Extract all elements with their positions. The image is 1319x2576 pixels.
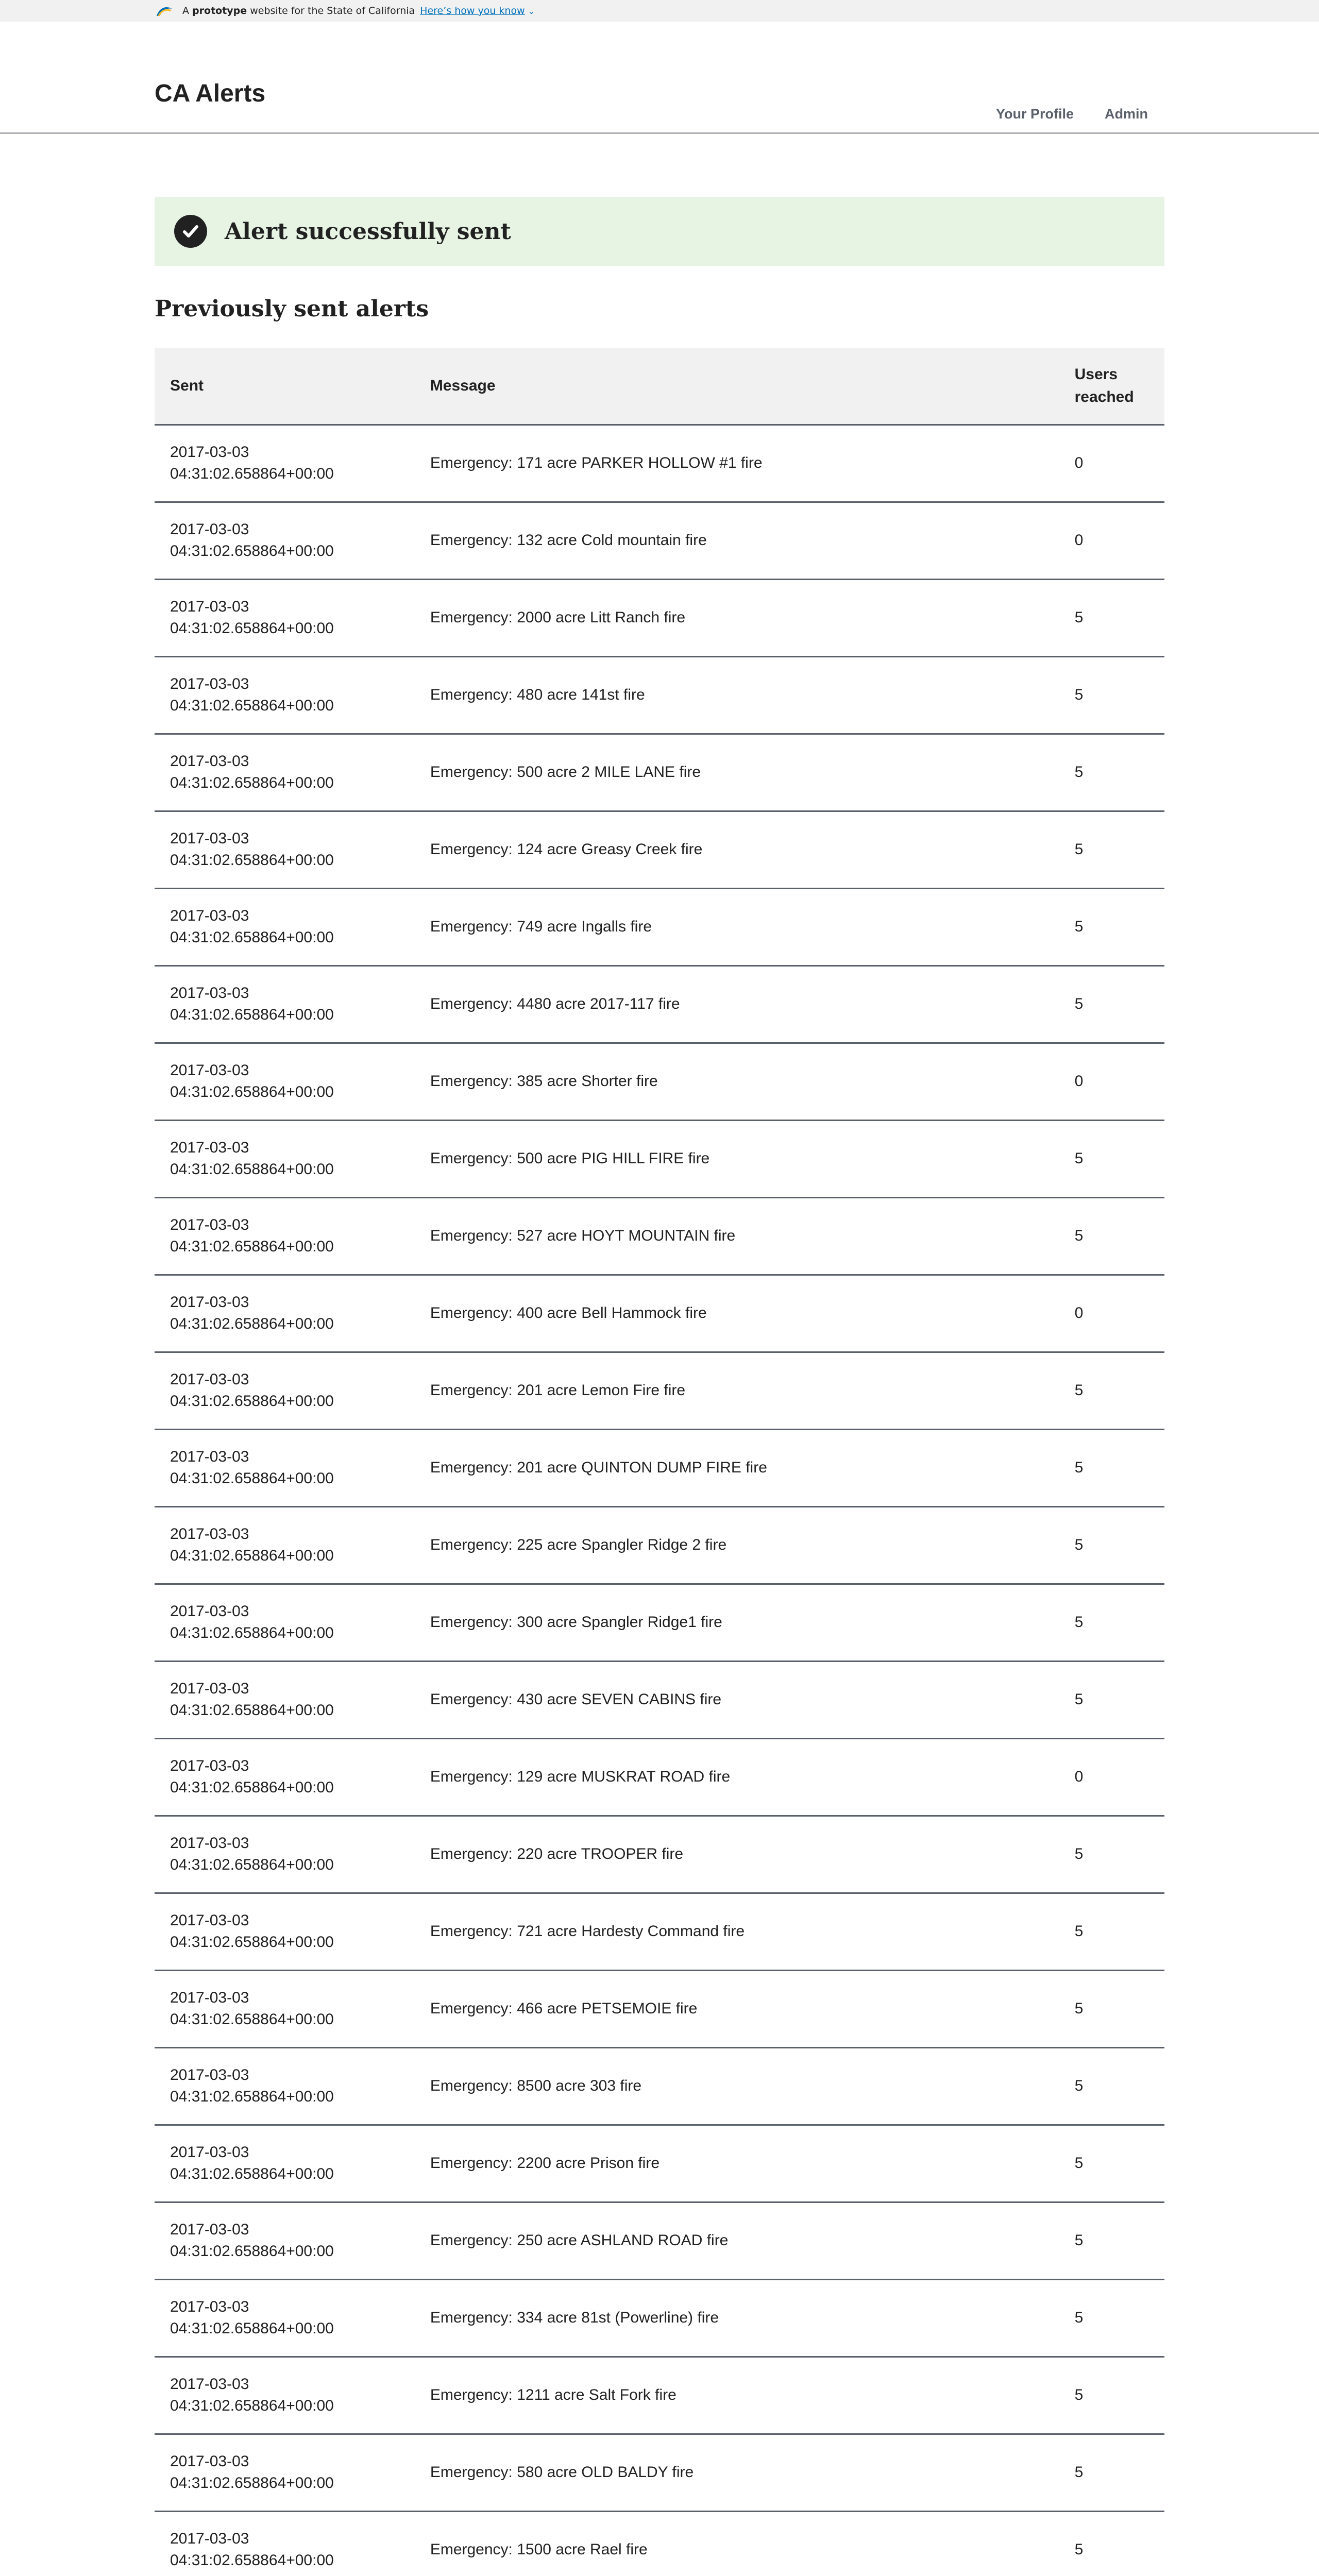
cell-message: Emergency: 430 acre SEVEN CABINS fire — [415, 1661, 1059, 1738]
table-row — [155, 888, 1164, 965]
cell-sent: 2017-03-03 04:31:02.658864+00:00 — [155, 502, 415, 579]
page-title: Previously sent alerts — [155, 296, 429, 322]
cell-sent: 2017-03-03 04:31:02.658864+00:00 — [155, 1043, 415, 1120]
header-users-reached: Users reached — [1059, 348, 1164, 425]
cell-users-reached: 0 — [1059, 1043, 1164, 1120]
table-row — [155, 2125, 1164, 2202]
table-row — [155, 2511, 1164, 2576]
cell-message: Emergency: 201 acre Lemon Fire fire — [415, 1352, 1059, 1429]
table-body — [155, 425, 1164, 2576]
cell-message: Emergency: 721 acre Hardesty Command fire — [415, 1893, 1059, 1970]
table-row — [155, 502, 1164, 579]
cell-sent: 2017-03-03 04:31:02.658864+00:00 — [155, 1197, 415, 1275]
cell-sent: 2017-03-03 04:31:02.658864+00:00 — [155, 579, 415, 656]
banner-bold: prototype — [192, 5, 247, 16]
cell-users-reached: 5 — [1059, 1197, 1164, 1275]
cell-sent: 2017-03-03 04:31:02.658864+00:00 — [155, 888, 415, 965]
cell-message: Emergency: 4480 acre 2017-117 fire — [415, 965, 1059, 1043]
cell-sent: 2017-03-03 04:31:02.658864+00:00 — [155, 425, 415, 502]
cell-message: Emergency: 2000 acre Litt Ranch fire — [415, 579, 1059, 656]
cell-sent: 2017-03-03 04:31:02.658864+00:00 — [155, 1352, 415, 1429]
chevron-down-icon[interactable]: ⌄ — [528, 6, 535, 16]
cell-message: Emergency: 300 acre Spangler Ridge1 fire — [415, 1584, 1059, 1661]
cell-message: Emergency: 124 acre Greasy Creek fire — [415, 811, 1059, 888]
cell-message: Emergency: 132 acre Cold mountain fire — [415, 502, 1059, 579]
cell-message: Emergency: 385 acre Shorter fire — [415, 1043, 1059, 1120]
table-row — [155, 734, 1164, 811]
cell-message: Emergency: 500 acre PIG HILL FIRE fire — [415, 1120, 1059, 1197]
cell-sent: 2017-03-03 04:31:02.658864+00:00 — [155, 1970, 415, 2047]
table-row — [155, 1738, 1164, 1816]
table-row — [155, 425, 1164, 502]
cell-message: Emergency: 225 acre Spangler Ridge 2 fire — [415, 1506, 1059, 1584]
success-alert — [155, 197, 1164, 266]
cell-sent: 2017-03-03 04:31:02.658864+00:00 — [155, 1661, 415, 1738]
cell-users-reached: 5 — [1059, 1661, 1164, 1738]
alert-message: Alert successfully sent — [225, 218, 511, 245]
table-row — [155, 1197, 1164, 1275]
cell-users-reached: 5 — [1059, 2357, 1164, 2434]
cell-users-reached: 5 — [1059, 1352, 1164, 1429]
cell-users-reached: 5 — [1059, 811, 1164, 888]
cell-message: Emergency: 8500 acre 303 fire — [415, 2047, 1059, 2125]
table-row — [155, 1043, 1164, 1120]
cell-users-reached: 5 — [1059, 1506, 1164, 1584]
cell-message: Emergency: 1211 acre Salt Fork fire — [415, 2357, 1059, 2434]
table-row — [155, 1352, 1164, 1429]
cell-sent: 2017-03-03 04:31:02.658864+00:00 — [155, 1738, 415, 1816]
table-row — [155, 1429, 1164, 1506]
cell-users-reached: 0 — [1059, 502, 1164, 579]
table-row — [155, 1661, 1164, 1738]
check-circle-icon — [174, 215, 207, 248]
cell-users-reached: 0 — [1059, 425, 1164, 502]
cell-sent: 2017-03-03 04:31:02.658864+00:00 — [155, 2357, 415, 2434]
cell-sent: 2017-03-03 04:31:02.658864+00:00 — [155, 1506, 415, 1584]
banner-text: website for the State of California — [250, 5, 415, 16]
table-row — [155, 1816, 1164, 1893]
cell-users-reached: 5 — [1059, 2125, 1164, 2202]
cell-sent: 2017-03-03 04:31:02.658864+00:00 — [155, 1893, 415, 1970]
cell-message: Emergency: 220 acre TROOPER fire — [415, 1816, 1059, 1893]
table-row — [155, 579, 1164, 656]
cell-users-reached: 5 — [1059, 579, 1164, 656]
cell-sent: 2017-03-03 04:31:02.658864+00:00 — [155, 2279, 415, 2357]
cell-users-reached: 5 — [1059, 2511, 1164, 2576]
cell-message: Emergency: 1500 acre Rael fire — [415, 2511, 1059, 2576]
cell-sent: 2017-03-03 04:31:02.658864+00:00 — [155, 811, 415, 888]
cell-sent: 2017-03-03 04:31:02.658864+00:00 — [155, 2202, 415, 2279]
cell-sent: 2017-03-03 04:31:02.658864+00:00 — [155, 1429, 415, 1506]
cell-users-reached: 5 — [1059, 2279, 1164, 2357]
cell-users-reached: 5 — [1059, 1816, 1164, 1893]
cell-message: Emergency: 201 acre QUINTON DUMP FIRE fire — [415, 1429, 1059, 1506]
cell-message: Emergency: 171 acre PARKER HOLLOW #1 fire — [415, 425, 1059, 502]
cell-sent: 2017-03-03 04:31:02.658864+00:00 — [155, 1275, 415, 1352]
table-row — [155, 1970, 1164, 2047]
cell-message: Emergency: 2200 acre Prison fire — [415, 2125, 1059, 2202]
cell-users-reached: 5 — [1059, 1120, 1164, 1197]
cell-sent: 2017-03-03 04:31:02.658864+00:00 — [155, 965, 415, 1043]
table-row — [155, 2434, 1164, 2511]
cell-message: Emergency: 466 acre PETSEMOIE fire — [415, 1970, 1059, 2047]
alerts-table — [155, 348, 1164, 2576]
cell-users-reached: 5 — [1059, 965, 1164, 1043]
table-header-row — [155, 348, 1164, 425]
cell-message: Emergency: 334 acre 81st (Powerline) fire — [415, 2279, 1059, 2357]
nav-your-profile[interactable]: Your Profile — [995, 106, 1074, 122]
nav-admin[interactable]: Admin — [1105, 106, 1148, 122]
cell-users-reached: 5 — [1059, 1584, 1164, 1661]
cell-users-reached: 5 — [1059, 2434, 1164, 2511]
site-header — [0, 22, 1319, 134]
cell-sent: 2017-03-03 04:31:02.658864+00:00 — [155, 1816, 415, 1893]
cell-sent: 2017-03-03 04:31:02.658864+00:00 — [155, 1120, 415, 1197]
main-content — [0, 197, 1319, 2576]
table-row — [155, 2047, 1164, 2125]
table-row — [155, 811, 1164, 888]
cell-users-reached: 5 — [1059, 1429, 1164, 1506]
cell-users-reached: 5 — [1059, 2202, 1164, 2279]
cell-sent: 2017-03-03 04:31:02.658864+00:00 — [155, 2047, 415, 2125]
header-sent: Sent — [155, 348, 415, 425]
main-nav — [996, 106, 1148, 122]
table-row — [155, 1893, 1164, 1970]
cell-sent: 2017-03-03 04:31:02.658864+00:00 — [155, 2125, 415, 2202]
ca-flag-icon — [155, 4, 175, 18]
cell-users-reached: 0 — [1059, 1738, 1164, 1816]
table-row — [155, 1120, 1164, 1197]
table-row — [155, 965, 1164, 1043]
cell-message: Emergency: 480 acre 141st fire — [415, 656, 1059, 734]
cell-users-reached: 5 — [1059, 2047, 1164, 2125]
table-row — [155, 1506, 1164, 1584]
heres-how-you-know-link[interactable]: Here’s how you know — [420, 5, 525, 16]
banner-prefix: A — [182, 5, 189, 16]
prototype-banner — [0, 0, 1319, 22]
cell-users-reached: 5 — [1059, 656, 1164, 734]
cell-sent: 2017-03-03 04:31:02.658864+00:00 — [155, 2434, 415, 2511]
table-row — [155, 2202, 1164, 2279]
cell-users-reached: 5 — [1059, 1893, 1164, 1970]
cell-message: Emergency: 749 acre Ingalls fire — [415, 888, 1059, 965]
cell-users-reached: 0 — [1059, 1275, 1164, 1352]
table-row — [155, 1584, 1164, 1661]
cell-message: Emergency: 527 acre HOYT MOUNTAIN fire — [415, 1197, 1059, 1275]
cell-sent: 2017-03-03 04:31:02.658864+00:00 — [155, 656, 415, 734]
site-logo[interactable]: CA Alerts — [155, 80, 266, 107]
cell-message: Emergency: 500 acre 2 MILE LANE fire — [415, 734, 1059, 811]
cell-message: Emergency: 580 acre OLD BALDY fire — [415, 2434, 1059, 2511]
cell-users-reached: 5 — [1059, 888, 1164, 965]
cell-message: Emergency: 129 acre MUSKRAT ROAD fire — [415, 1738, 1059, 1816]
cell-message: Emergency: 400 acre Bell Hammock fire — [415, 1275, 1059, 1352]
table-row — [155, 2279, 1164, 2357]
cell-users-reached: 5 — [1059, 734, 1164, 811]
table-row — [155, 656, 1164, 734]
cell-sent: 2017-03-03 04:31:02.658864+00:00 — [155, 1584, 415, 1661]
table-row — [155, 1275, 1164, 1352]
cell-message: Emergency: 250 acre ASHLAND ROAD fire — [415, 2202, 1059, 2279]
cell-users-reached: 5 — [1059, 1970, 1164, 2047]
header-message: Message — [415, 348, 1059, 425]
cell-sent: 2017-03-03 04:31:02.658864+00:00 — [155, 734, 415, 811]
table-row — [155, 2357, 1164, 2434]
cell-sent: 2017-03-03 04:31:02.658864+00:00 — [155, 2511, 415, 2576]
